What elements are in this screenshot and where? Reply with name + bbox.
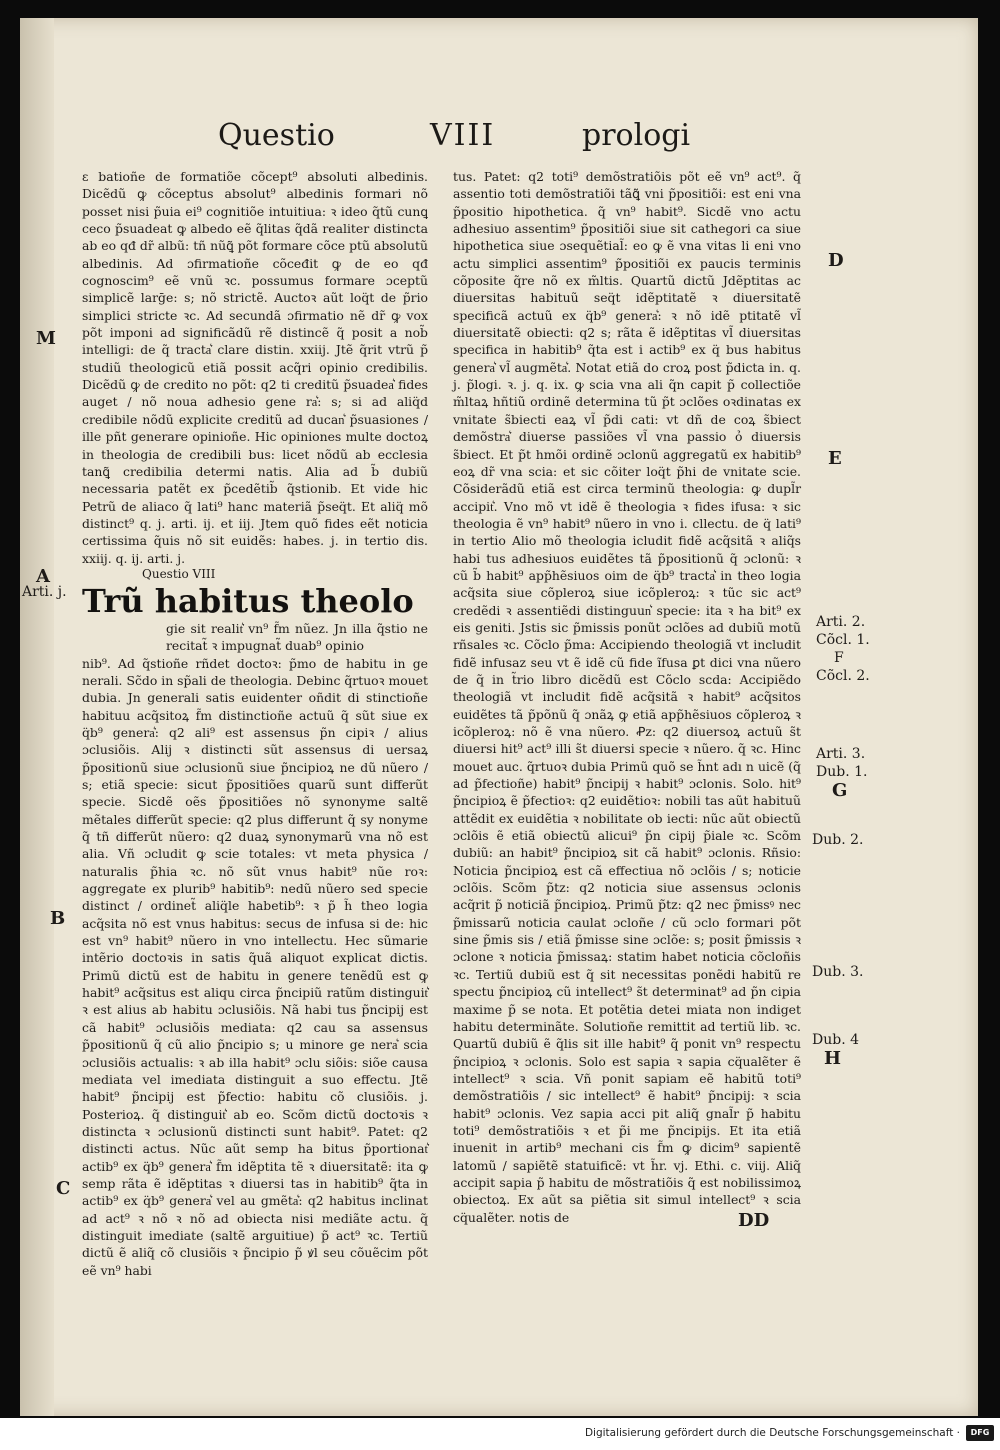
page-gutter [20,18,54,1416]
question-label: Questio VIII [142,566,216,581]
question-title: Trũ habitus theolo [82,581,414,620]
dfg-logo-icon: DFG [966,1425,994,1441]
margin-arti-1: Arti. j. [22,584,67,600]
margin-letter-m: M [36,328,56,349]
margin-letter-f: F [834,650,844,666]
margin-conclusio-2: Cõcl. 2. [816,668,870,684]
margin-arti-2: Arti. 2. [816,614,866,630]
margin-dubium-4: Dub. 4 [812,1032,860,1048]
margin-dubium-2: Dub. 2. [812,832,864,848]
footer-credit: Digitalisierung gefördert durch die Deutsche Forschungsgemeinschaft · [584,1427,960,1439]
book-page [20,18,978,1416]
left-paragraph-3: nib⁹. Ad q̃stioñe rñdet doctoꝛ: p̃mo de habitu in ge nerali. Sc̃do in sp̃ali de theologia. Debinc q̃rtuoꝛ mouet dubia. Jn generali satis euidenter oñdit di stinctioñe habituu acq̃sitoꝝ f̃m distinctioñe actuũ q̃ sũt siue ex q̈b⁹ genera͛: q2 ali⁹ est assensus p̃n cipiꝛ / alius ɔclusiõis. Alij ꝛ distincti sũt assensus di uersaꝝ p̃positionũ siue ɔclusionũ siue p̃ncipioꝝ ne dũ nũero / s; etiã specie: sicut p̃positiões quarũ sunt differũt specie. Sicdẽ oẽs p̃positiões nõ synonyme saltẽ mẽtales differũt specie: q2 plus differunt q̃ sy nonyme q̃ tñ differũt nũero: q2 duaꝝ synonymarũ vna nõ est alia. Vñ ɔcludit ꝙ scie totales: vt meta physica / naturalis p̃hia ꝛc. nõ sũt vnus habit⁹ nũe roꝛ: aggregate ex plurib⁹ habitib⁹: nedũ nũero sed specie distinct / ordinet̃ aliq̈le habetib⁹: ꝛ p̃ h̃ theo logia acq̃sita nõ est vnus habitus: secus de infusa si de: hic est vn⁹ habit⁹ nũero in vno intellectu. Hec sũmarie intẽrio doctoꝛis in satis q̃uã aliquot explicat dictis. Primũ dictũ est de habitu in genere tenẽdũ est ꝙ habit⁹ acq̃situs est aliqu circa p̃ncipiũ ratũm distinguit͛ ꝛ est alius ab habitu ɔclusiõis. Nã habi tus p̃ncipij est cã habit⁹ ɔclusiõis mediata: q2 cau sa assensus p̃positionũ q̃ cũ alio p̃ncipio s; u minore ge nera͛ scia ɔclusiõis actualis: ꝛ ab illa habit⁹ ɔclu siõis: siõe causa mediata vel imediata distinguit a suo effectu. Jtẽ habit⁹ p̃ncipij est p̃fectio: habitu cõ clusiõis. j. Posterioꝝ. q̃ distinguit͛ ab eo. Scõm dictũ doctoꝛis ꝛ distincta ꝛ ɔclusionũ distincti sunt habit⁹. Patet: q2 distincti actus. Nũc aũt semp ha bitus p̃portionat͛ actib⁹ ex q̈b⁹ genera͛ f̃m idẽptita tẽ ꝛ diuersitatẽ: ita ꝙ semp rãta ẽ idẽptitas ꝛ diuersi tas in habitib⁹ q̃ta in actib⁹ ex q̈b⁹ genera͛ vel au gmẽta͛: q2 habitus inclinat ad act⁹ ꝛ nõ ꝛ nõ ad obiecta nisi mediãte actu. q̃ distinguit imediate (saltẽ arguitiue) p̃ act⁹ ꝛc. Tertiũ dictũ ẽ aliq̃ cõ clusiõis ꝛ p̃ncipio p̃ ꝟl seu cõuẽcim põt eẽ vn⁹ habi [82,655,428,1278]
left-paragraph-2: gie sit realit͛ vn⁹ f̃m nũez. Jn illa q̃stio ne recitat̃ ꝛ impugnat̃ duab⁹ opinio [166,620,428,654]
margin-dubium-3: Dub. 3. [812,964,864,980]
left-paragraph-1: ɛ batioñe de formatiõe cõcept⁹ absoluti albedinis. Dicẽdũ ꝙ cõceptus absolut⁹ albedinis formari nõ posset nisi p̃uia ei⁹ cognitiõe intuitiua: ꝛ ideo q̃tũ cunꝗ ceco p̃suadeat ꝙ albedo eẽ q̃litas q̃dã realiter distincta ab eo qđ dr̃ albũ: tñ nũꝗ̃ põt formare cõce ptũ absolutũ albedinis. Ad ɔfirmatioñe cõceđit ꝙ de eo qđ cognoscim⁹ eẽ vnũ ꝛc. possumus formare ɔceptũ simplicẽ larḡe: s; nõ strictẽ. Auctoꝛ aũt loq̈t de p̃rio simplici stricte ꝛc. Ad secundã ɔfirmatio nẽ dr̃ ꝙ vox põt imponi ad significãdũ rẽ distincẽ q̃ posit a nob̃ intelligi: de q̃ tracta͛ clare distin. xxiij. Jtẽ q̃rit vtrũ p̃ studiũ theologicũ etiã possit acq̃ri opinio credibilis. Dicẽdũ ꝙ de credito no põt: q2 ti creditũ p̃suadea͛ fides auget / nõ noua adhesio gene ra͛: s; si ad aliq̈d credibile nõdũ explicite creditũ ad ducan͛ p̃suasiones / ille pñt generare opinioñe. Hic opiniones multe doctoꝝ in theologia de credibili bus: licet nõdũ ab ecclesia tanꝗ̃ credibilia determi natis. Alia ad b̃ dubiũ necessaria patẽt ex p̃cedẽtib̃ q̃stionib. Et vide hic Petrũ de aliaco q̃ lati⁹ hanc materiã p̃seq̈t. Et aliq̈ mõ distinct⁹ q. j. arti. ij. et iij. Jtem quõ fides eẽt noticia certissima q̃uis nõ sit euidẽs: habes. j. in tertio dis. xxiij. q. ij. arti. j. [82,169,428,566]
margin-letter-g: G [832,780,848,801]
running-header [20,110,978,170]
header-right: prologi [582,118,691,153]
margin-letter-a: A [36,566,50,587]
left-column [82,168,428,1279]
margin-letter-c: C [56,1178,71,1199]
digitization-footer [0,1418,1000,1450]
margin-letter-e: E [828,448,842,469]
margin-letter-b: B [50,908,66,929]
header-middle: VIII [430,118,496,153]
margin-letter-d: D [828,250,844,271]
right-column [453,168,801,1226]
right-paragraph-1: tus. Patet: q2 toti⁹ demõstratiõis põt eẽ vn⁹ act⁹. q̃ assentio toti demõstratiõi tãꝗ̃ vni p̃positiõi: est eni vna p̃positio hipothetica. q̃ vn⁹ habit⁹. Sicdẽ vno actu adhesiuo assentim⁹ p̃positiõi siue sit cathegori ca siue hipothetica siue ɔsequẽtial̃: eo ꝙ ẽ vna vitas li eni vno actu simplici assentim⁹ p̃positiõi ex paucis terminis cõposite q̃re nõ ex m̃ltis. Quartũ dictũ Jdẽptitas ac diuersitas habituũ seq̈t idẽptitatẽ ꝛ diuersitatẽ specificã actuũ ex q̈b⁹ genera͛: ꝛ nõ idẽ ptitatẽ vl̃ diuersitatẽ obiecti: q2 s; rãta ẽ idẽptitas vl̃ diuersitas specifica in habitib⁹ q̃ta est i actib⁹ ex q̈ bus habitus genera͛ vl̃ augmẽta͛. Notat etiã do croꝝ post p̃dicta in. q. j. p̃logi. ꝛ. j. q. ix. ꝙ scia vna ali q̃n capit p̃ collectiõe m̃ltaꝝ hñtiũ ordinẽ determina tũ p̃t ɔclões oꝛdinatas ex vnitate s̃biecti eaꝝ vl̃ p̃di cati: vt dñ de coꝝ s̃biect demõstra͛ diuerse passiões vl̃ vna passio ỏ diuersis s̃biect. Et p̃t hmõi ordinẽ ɔclonũ aggregatũ ex habitib⁹ eoꝝ dr̃ vna scia: et sic cõiter loq̈t p̃hi de vnitate scie. Cõsiderãdũ etiã est circa terminũ theologia: ꝙ dupl̃r accipit͛. Vno mõ vt idẽ ẽ theologia ꝛ fides ifusa: ꝛ sic theologia ẽ vn⁹ habit⁹ nũero in vno i. cllectu. de q̈ lati⁹ in tertio Alio mõ theologia icludit fidẽ acq̃sitã ꝛ aliq̃s habi tus adhesiuos euidẽtes tã p̃positionũ q̃ ɔclonũ: ꝛ cũ b̃ habit⁹ app̃hẽsiuos oim de q̈b⁹ tracta͛ in theo logia acq̃sita siue cõpleroꝝ siue icõpleroꝝ: ꝛ tũc sic act⁹ credẽdi ꝛ assentiẽdi distinguun͛ specie: ita ꝛ ha bit⁹ ex eis geniti. Jstis sic p̃missis ponũt ɔclões ad dubiũ motũ rñsales ꝛc. Cõclo p̃ma: Accipiendo theologiã vt includit fidẽ infusaz seu vt ẽ idẽ cũ fide ĩfusa ꝑt dici vna nũero de q̃ in t̃rio libro dicẽdũ est Cõclo scda: Accipiẽdo theologiã vt includit fidẽ acq̃sitã ꝛ habit⁹ acq̃sitos euidẽtes tã p̃põnũ q̃ ɔnãꝝ ꝙ etiã app̃hẽsiuos cõpleroꝝ ꝛ icõpleroꝝ: nõ ẽ vna nũero. Ꝓz: q2 diuersoꝝ actuũ s̃t diuersi hit⁹ act⁹ illi s̃t diuersi specie ꝛ nũero. q̃ ꝛc. Hinc mouet auc. q̃rtuoꝛ dubia Primũ quõ se h̃nt adı n uicẽ (q̃ ad p̃fectioñe) habit⁹ p̃ncipij ꝛ habit⁹ ɔclonis. Solo. hit⁹ p̃ncipioꝝ ẽ p̃fectioꝛ: q2 euidẽtioꝛ: nobili tas aũt habituũ attẽdit ex euidẽtia ꝛ nobilitate ob iecti: nũc aũt obiectũ ɔclõis ẽ etiã obiectũ alicui⁹ p̃n cipij p̃iale ꝛc. Scõm dubiũ: an habit⁹ p̃ncipioꝝ sit cã habit⁹ ɔclonis. Rñsio: Noticia p̃ncipioꝝ est cã effectiua nõ ɔclõis / s; noticie ɔclõis. Scõm p̃tz: q2 noticia siue assensus ɔclonis acq̃rit p̃ noticiã p̃ncipioꝝ. Primũ p̃tz: q2 nec p̃missꝰ nec p̃missarũ noticia caulat ɔcloñe / cũ ɔclo formari põt sine p̃mis sis / etiã p̃misse sine ɔclõe: s; posit p̃missis ꝛ ɔclone ꝛ noticia p̃missaꝝ: statim habet noticia cõcloñis ꝛc. Tertiũ dubiũ est q̃ sit necessitas ponẽdi habitũ re spectu p̃ncipioꝝ cũ intellect⁹ s̃t determinat⁹ ad p̃n cipia maxime p̃ se nota. Et potẽtia detei miata non indiget habitu determinãte. Solutioñe remittit ad tertiũ lib. ꝛc. Quartũ dubiũ ẽ q̃lis sit ille habit⁹ q̃ ponit vn⁹ respectu p̃ncipioꝝ ꝛ ɔclonis. Solo est sapia ꝛ sapia cq̈ualẽter ẽ intellect⁹ ꝛ scia. Vñ ponit sapiam eẽ habitũ toti⁹ demõstratiõis / sic intellect⁹ ẽ habit⁹ p̃ncipij: ꝛ scia habit⁹ ɔclonis. Vez sapia acci pit aliq̃ gnal̃r p̃ habitu toti⁹ demõstratiõis ꝛ et p̃i me p̃ncipijs. Et ita etiã inuenit in artib⁹ mechani cis f̃m ꝙ dicim⁹ sapientẽ latomũ / sapiẽtẽ statuificẽ: vt h̃r. vj. Ethi. c. viij. Aliq̃ accipit sapia p̃ habitu de mõstratiõis q̃ est nobilissimoꝝ obiectoꝝ. Ex aũt sa piẽtia sit simul intellect⁹ ꝛ scia cq̈ualẽter. notis de [453,169,801,1225]
margin-arti-3: Arti. 3. [816,746,866,762]
margin-letter-h: H [824,1048,842,1069]
margin-conclusio-1: Cõcl. 1. [816,632,870,648]
catchword: DD [738,1210,770,1231]
margin-dubium-1: Dub. 1. [816,764,868,780]
header-left: Questio [218,118,335,153]
